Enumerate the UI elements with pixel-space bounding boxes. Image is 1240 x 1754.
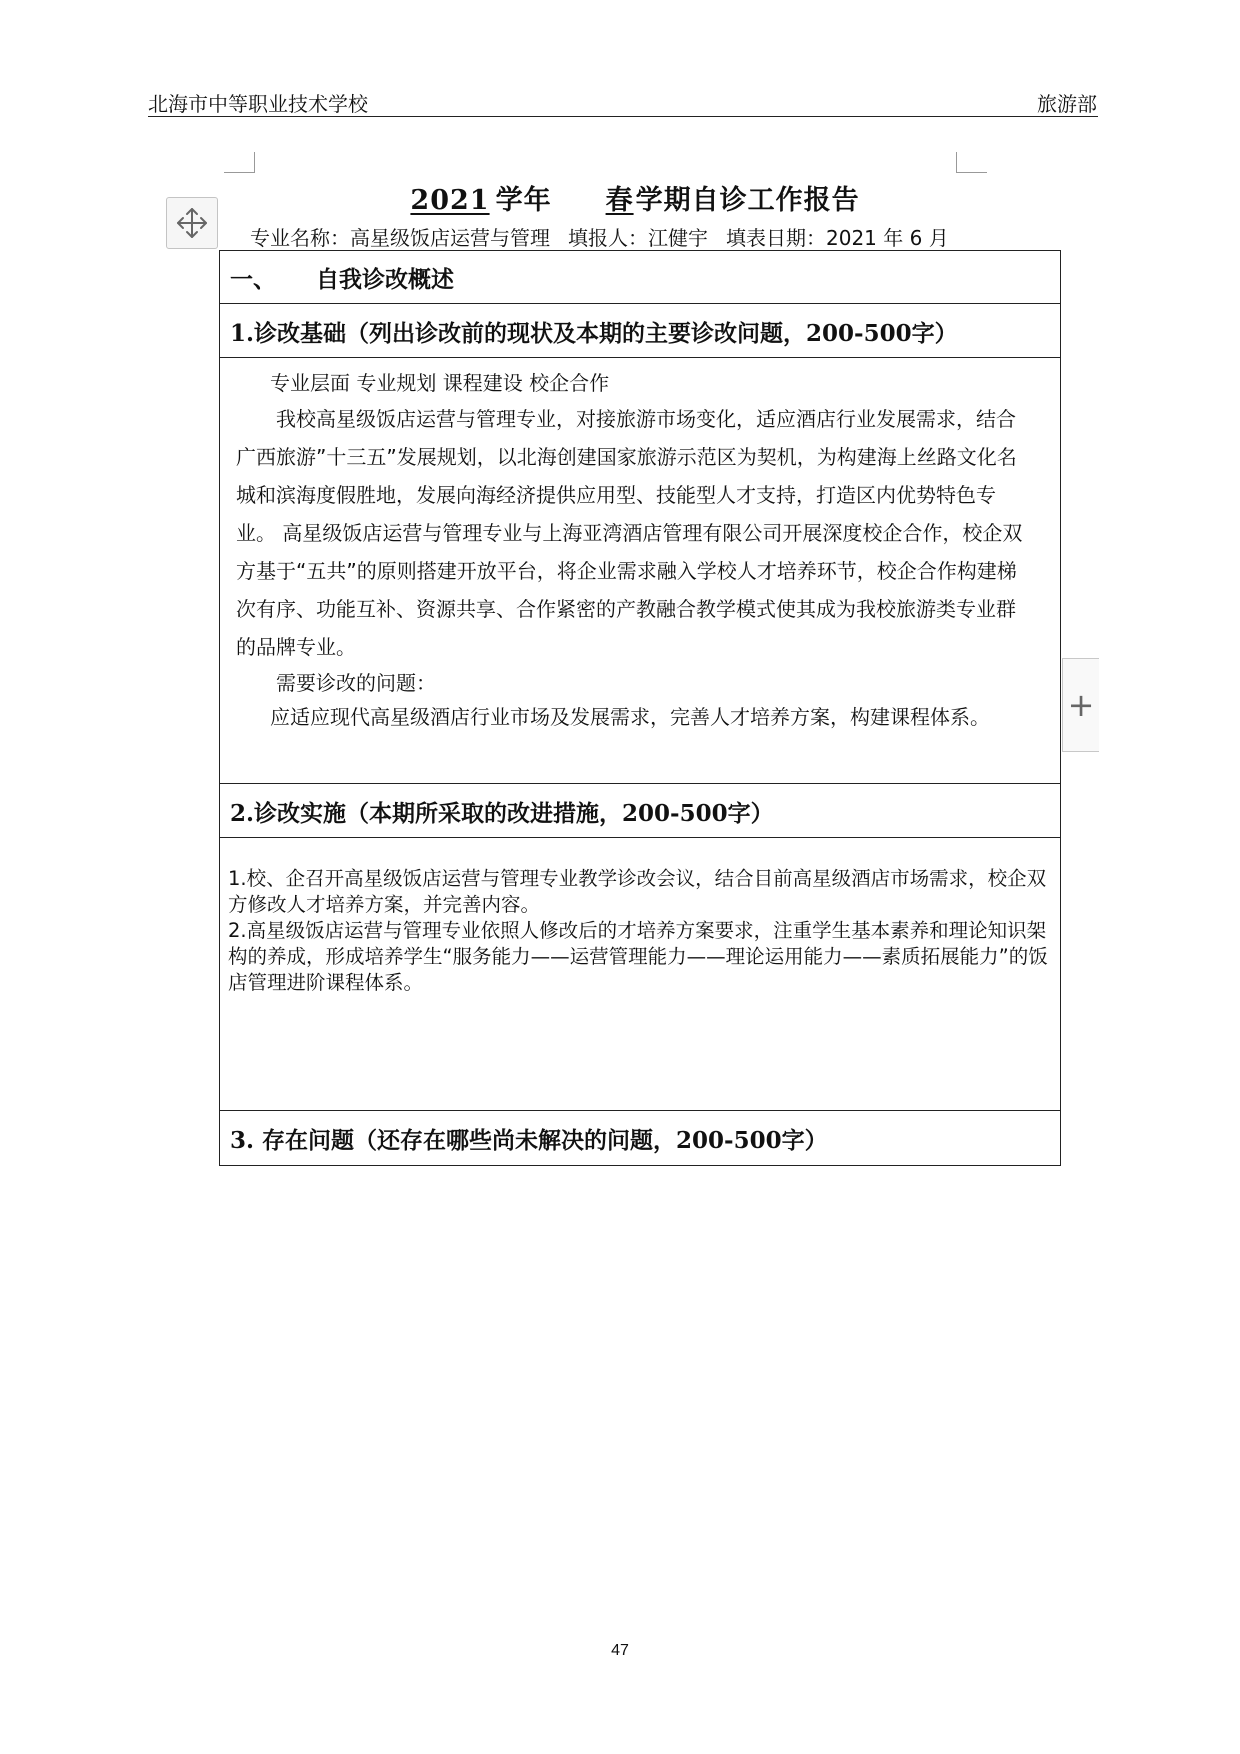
title-term: 春: [605, 185, 634, 216]
header-department: 旅游部: [1037, 92, 1097, 116]
title-year: 2021: [410, 185, 490, 216]
issues-text: 应适应现代高星级酒店行业市场及发展需求，完善人才培养方案，构建课程体系。: [270, 705, 990, 729]
implementation-heading: 2.诊改实施（本期所采取的改进措施，200-500字）: [220, 784, 1060, 838]
plus-icon: +: [1067, 686, 1095, 724]
meta-major: 专业名称：高星级饭店运营与管理: [250, 226, 550, 250]
crop-mark-left: [224, 152, 255, 173]
report-meta: [250, 222, 967, 251]
report-title: [0, 178, 1240, 217]
report-table: [219, 250, 1061, 1166]
basis-paragraph: 我校高星级饭店运营与管理专业，对接旅游市场变化，适应酒店行业发展需求，结合广西旅游”十三五”发展规划，以北海创建国家旅游示范区为契机，为构建海上丝路文化名城和滨海度假胜地，发展向海经济提供应用型、技能型人才支持，打造区内优势特色专业。 高星级饭店运营与管理专业与上海亚湾酒店管理有限公司开展深度校企合作，校企双方基于“五共”的原则搭建开放平台，将企业需求融入学校人才培养环节，校企合作构建梯次有序、功能互补、资源共享、合作紧密的产教融合教学模式使其成为我校旅游类专业群的品牌专业。: [236, 407, 1023, 659]
basis-topics: 专业层面 专业规划 课程建设 校企合作: [270, 371, 610, 395]
problems-heading: 3. 存在问题（还存在哪些尚未解决的问题，200-500字）: [230, 1127, 828, 1154]
header-rule: [148, 116, 1098, 117]
section-number: 一、: [230, 266, 276, 293]
section-title: 自我诊改概述: [316, 266, 454, 293]
header-school: 北海市中等职业技术学校: [148, 92, 368, 116]
basis-content[interactable]: [220, 358, 1060, 784]
crop-mark-right: [956, 152, 987, 173]
section-overview-heading: [220, 251, 1060, 304]
meta-date: 填表日期：2021 年 6 月: [726, 226, 949, 250]
implementation-item-1: 1.校、企召开高星级饭店运营与管理专业教学诊改会议，结合目前高星级酒店市场需求，校企双方修改人才培养方案，并完善内容。: [228, 867, 1047, 916]
add-row-handle[interactable]: [1062, 658, 1099, 752]
implementation-item-2: 2.高星级饭店运营与管理专业依照人修改后的才培养方案要求，注重学生基本素养和理论知识架构的养成，形成培养学生“服务能力——运营管理能力——理论运用能力——素质拓展能力”的饭店管理进阶课程体系。: [228, 919, 1048, 994]
implementation-content[interactable]: [220, 838, 1060, 1111]
basis-heading: 1.诊改基础（列出诊改前的现状及本期的主要诊改问题，200-500字）: [220, 304, 1060, 358]
meta-reporter: 填报人：江健宇: [568, 226, 708, 250]
title-rest: 学期自诊工作报告: [635, 185, 860, 216]
issues-label: 需要诊改的问题：: [276, 671, 436, 695]
title-year-label: 学年: [495, 185, 552, 216]
page-number: 47: [611, 1642, 629, 1659]
